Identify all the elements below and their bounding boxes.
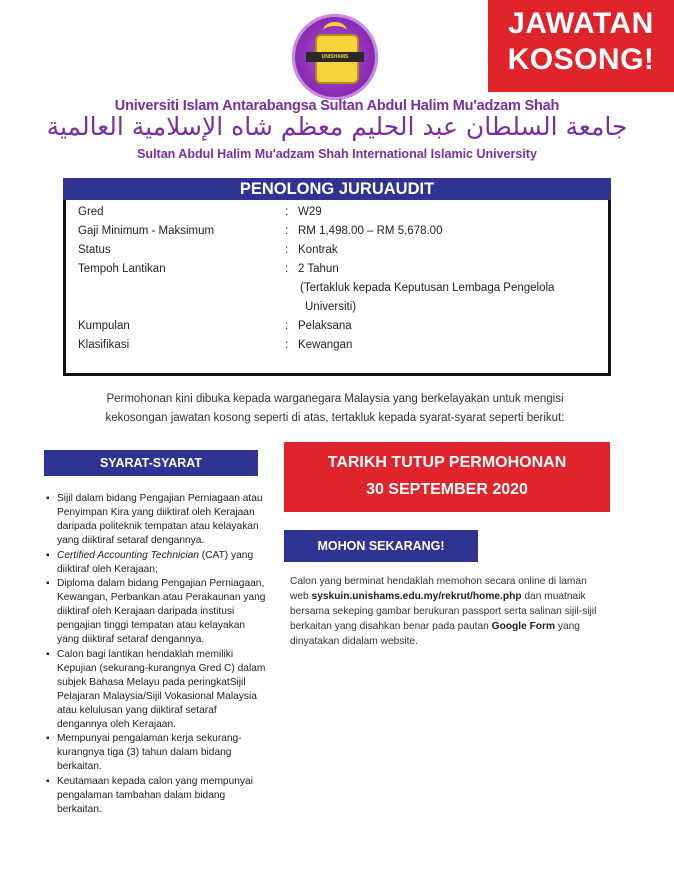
tenure-note-line1: (Tertakluk kepada Keputusan Lembaga Pengelola — [300, 282, 555, 294]
field-label-status: Status — [78, 244, 111, 256]
field-label-grade: Gred — [78, 206, 104, 218]
field-label-salary: Gaji Minimum - Maksimum — [78, 225, 215, 237]
field-value-classification: Kewangan — [298, 339, 353, 351]
intro-line2: kekosongan jawatan kosong seperti di atas, tertakluk kepada syarat-syarat seperti berikut: — [105, 412, 565, 424]
field-label-group: Kumpulan — [78, 320, 130, 332]
intro-line1: Permohonan kini dibuka kepada warganegara Malaysia yang berkelayakan untuk mengisi — [106, 393, 564, 405]
university-name-malay: Universiti Islam Antarabangsa Sultan Abdul Halim Mu'adzam Shah — [114, 98, 560, 114]
requirement-item: ▪ Calon bagi lantikan hendaklah memiliki Kepujian (sekurang-kurangnya Gred C) dalam subjek Bahasa Melayu pada peringkatSijil Pelajaran Malaysia/Sijil Vokasional Malaysia atau kelulusan yang diiktiraf setaraf dengannya oleh Kerajaan. — [44, 648, 266, 731]
requirements-list — [44, 492, 266, 818]
requirement-item: ▪ Diploma dalam bidang Pengajian Perniagaan, Kewangan, Perbankan atau Perakaunan yang diiktiraf oleh Kerajaan daripada institusi pengajian tinggi tempatan atau kelayakan yang diiktiraf setaraf dengannya. — [44, 577, 266, 647]
tenure-note-line2: Universiti) — [305, 301, 357, 313]
cat-term: Certified Accounting Technician — [57, 549, 199, 561]
application-url[interactable]: syskuin.unishams.edu.my/rekrut/home.php — [311, 591, 522, 602]
intro-paragraph — [100, 390, 570, 428]
requirement-item: ▪ Sijil dalam bidang Pengajian Perniagaan atau Penyimpan Kira yang diiktiraf oleh Kerajaan daripada politeknik tempatan atau kelayakan yang diiktiraf setaraf dengannya. — [44, 492, 266, 548]
requirements-heading: SYARAT-SYARAT — [44, 450, 258, 476]
field-label-tenure: Tempoh Lantikan — [78, 263, 166, 275]
apply-now-heading: MOHON SEKARANG! — [284, 530, 478, 562]
field-value-tenure: 2 Tahun — [298, 263, 339, 275]
university-name-jawi: جامعة السلطان عبد الحليم معظم شاه الإسلامية العالمية — [46, 112, 628, 141]
field-value-salary: RM 1,498.00 – RM 5,678.00 — [298, 225, 443, 237]
requirement-item: ▪ Mempunyai pengalaman kerja sekurang-kurangnya tiga (3) tahun dalam bidang berkaitan. — [44, 732, 266, 774]
banner-line1: JAWATAN — [508, 7, 654, 40]
google-form-link[interactable]: Google Form — [491, 621, 556, 632]
university-logo — [292, 14, 378, 100]
field-value-group: Pelaksana — [298, 320, 352, 332]
deadline-date: 30 SEPTEMBER 2020 — [366, 481, 528, 498]
requirement-item: ▪ Certified Accounting Technician (CAT) yang diiktiraf oleh Kerajaan; — [44, 549, 266, 577]
deadline-banner — [284, 442, 610, 512]
field-value-grade: W29 — [298, 206, 322, 218]
job-title: PENOLONG JURUAUDIT — [63, 178, 611, 200]
field-label-classification: Klasifikasi — [78, 339, 130, 351]
field-value-status: Kontrak — [298, 244, 338, 256]
apply-instructions: Calon yang berminat hendaklah memohon secara online di laman web syskuin.unishams.edu.my/rekrut/home.php dan muatnaik bersama sekeping gambar berukuran passport serta salinan sijil-sijil berkaitan yang disahkan benar pada pautan Google Form yang dinyatakan didalam website. — [290, 576, 597, 647]
requirement-item: ▪ Keutamaan kepada calon yang mempunyai pengalaman tambahan dalam bidang berkaitan. — [44, 775, 266, 817]
logo-text: UNISHAMS — [306, 52, 364, 62]
job-vacancy-banner — [488, 0, 674, 92]
deadline-label: TARIKH TUTUP PERMOHONAN — [327, 454, 567, 471]
banner-line2: KOSONG! — [507, 43, 655, 76]
university-name-english: Sultan Abdul Halim Mu'adzam Shah International Islamic University — [137, 147, 537, 161]
